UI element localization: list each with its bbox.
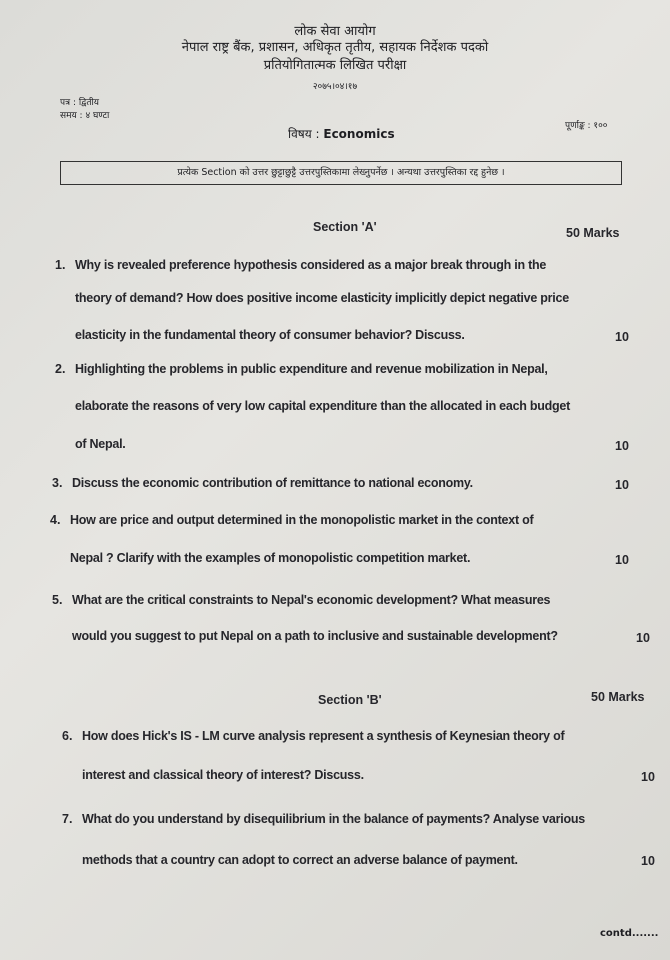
question-text-line: of Nepal. (75, 437, 126, 451)
question-number: 1. (55, 258, 66, 272)
question-text-line: theory of demand? How does positive income elasticity implicitly depict negative price (75, 291, 569, 305)
question-text-line: Highlighting the problems in public expenditure and revenue mobilization in Nepal, (75, 362, 548, 376)
subject-line (288, 125, 395, 142)
question-text-line: would you suggest to put Nepal on a path to inclusive and sustainable development? (72, 629, 558, 643)
question-text-line: Why is revealed preference hypothesis considered as a major break through in the (75, 258, 547, 272)
question-marks: 10 (641, 770, 655, 784)
question-number: 5. (52, 593, 63, 607)
full-marks: पूर्णाङ्क : १०० (565, 121, 608, 131)
post-title: नेपाल राष्ट्र बैंक, प्रशासन, अधिकृत तृतीय, सहायक निर्देशक पदको (181, 40, 489, 55)
instruction-box: प्रत्येक Section को उत्तर छुट्टाछुट्टै उत्तरपुस्तिकामा लेख्नुपर्नेछ । अन्यथा उत्तरपुस्तिका रद्द हुनेछ । (60, 161, 622, 185)
question-marks: 10 (615, 478, 629, 492)
question-marks: 10 (615, 553, 629, 567)
question-number: 6. (62, 729, 73, 743)
question-text-line: interest and classical theory of interest? Discuss. (82, 768, 364, 782)
exam-date: २०७५।०४।१७ (312, 82, 358, 92)
question-text-line: Discuss the economic contribution of remittance to national economy. (72, 476, 473, 490)
question-text-line: elasticity in the fundamental theory of consumer behavior? Discuss. (75, 328, 465, 342)
question-number: 3. (52, 476, 63, 490)
paper-label: पत्र : द्वितीय (60, 98, 100, 108)
section-marks: 50 Marks (591, 690, 645, 704)
contd-note: contd....... (600, 928, 659, 939)
section-title: Section 'A' (313, 220, 377, 234)
question-marks: 10 (636, 631, 650, 645)
question-marks: 10 (615, 439, 629, 453)
question-text-line: How are price and output determined in the monopolistic market in the context of (70, 513, 534, 527)
section-marks: 50 Marks (566, 226, 620, 240)
question-marks: 10 (641, 854, 655, 868)
question-text-line: What do you understand by disequilibrium in the balance of payments? Analyse various (82, 812, 585, 826)
section-title: Section 'B' (318, 693, 382, 707)
question-text-line: What are the critical constraints to Nepal's economic development? What measures (72, 593, 551, 607)
time-label: समय : ४ घण्टा (60, 111, 110, 121)
question-number: 4. (50, 513, 61, 527)
question-text-line: methods that a country can adopt to correct an adverse balance of payment. (82, 853, 518, 867)
question-marks: 10 (615, 330, 629, 344)
subject-name: Economics (323, 127, 395, 141)
question-text-line: How does Hick's IS - LM curve analysis represent a synthesis of Keynesian theory of (82, 729, 565, 743)
subject-label: विषय : (288, 127, 320, 141)
question-number: 7. (62, 812, 73, 826)
exam-title: प्रतियोगितात्मक लिखित परीक्षा (263, 58, 407, 73)
org-name: लोक सेवा आयोग (294, 24, 376, 39)
question-text-line: Nepal ? Clarify with the examples of monopolistic competition market. (70, 551, 471, 565)
question-text-line: elaborate the reasons of very low capital expenditure than the allocated in each budget (75, 399, 571, 413)
question-number: 2. (55, 362, 66, 376)
